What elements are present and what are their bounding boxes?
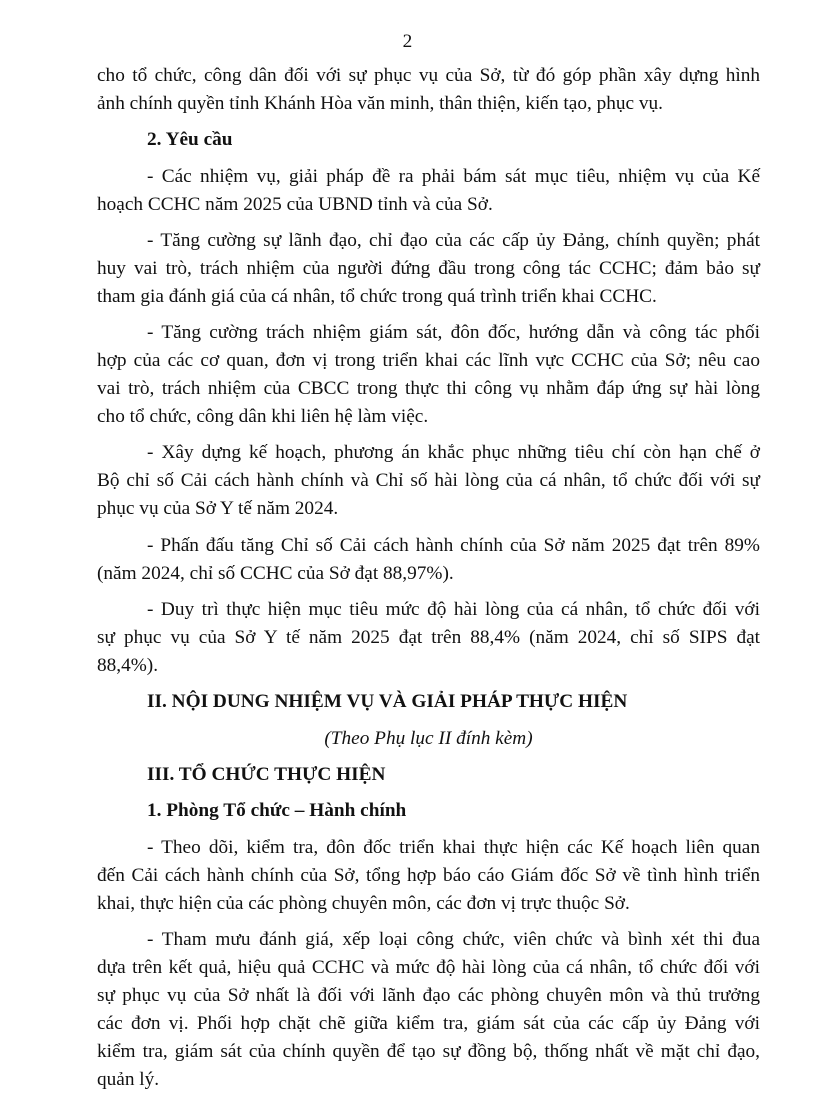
text-line: ảnh chính quyền tỉnh Khánh Hòa văn minh, thân thiện, kiến tạo, phục vụ. [97,93,664,114]
text-line: 88,4%). [97,655,159,677]
section-heading [97,688,760,716]
text-line: hoạch CCHC năm 2025 của UBND tỉnh và của Sở. [97,193,493,215]
text-line: 2. Yêu cầu [147,129,233,151]
text-line: - Các nhiệm vụ, giải pháp đề ra phải bám sát mục tiêu, nhiệm vụ của Kế [147,165,760,187]
text-line: kiểm tra, giám sát của chính quyền để tạo sự đồng bộ, thống nhất về mặt chỉ đạo, [97,1040,760,1062]
paragraph [97,319,760,431]
section-heading [97,761,760,789]
paragraph [97,227,760,311]
page-number: 2 [402,31,413,52]
text-line: - Theo dõi, kiểm tra, đôn đốc triển khai thực hiện các Kế hoạch liên quan [147,836,760,858]
text-line: dựa trên kết quả, hiệu quả CCHC và mức độ hài lòng của cá nhân, tổ chức đối với [97,956,760,978]
text-line: vai trò, trách nhiệm của CBCC trong thực thi công vụ nhằm đáp ứng sự hài lòng [97,378,760,400]
paragraph [97,926,760,1094]
text-line: III. TỔ CHỨC THỰC HIỆN [147,763,386,785]
text-line: - Duy trì thực hiện mục tiêu mức độ hài lòng của cá nhân, tổ chức đối với [147,599,760,621]
text-line: Bộ chỉ số Cải cách hành chính và Chỉ số hài lòng của cá nhân, tổ chức đối với sự [97,470,760,492]
text-line: các đơn vị. Phối hợp chặt chẽ giữa kiểm tra, giám sát của các cấp ủy Đảng với [97,1012,760,1034]
paragraph [97,62,760,118]
text-line: phục vụ của Sở Y tế năm 2024. [97,498,339,520]
text-line: 1. Phòng Tổ chức – Hành chính [147,800,407,822]
note-text [97,725,760,753]
text-line: tham gia đánh giá của cá nhân, tổ chức trong quá trình triển khai CCHC. [97,285,657,307]
text-line: sự phục vụ của Sở nhất là đối với lãnh đạo các phòng chuyên môn và thủ trưởng [97,984,760,1006]
document-body [97,62,760,1102]
section-heading [97,126,760,154]
paragraph [97,596,760,680]
text-line: quản lý. [97,1068,160,1090]
text-line: - Phấn đấu tăng Chỉ số Cải cách hành chính của Sở năm 2025 đạt trên 89% [147,534,760,556]
text-line: - Xây dựng kế hoạch, phương án khắc phục những tiêu chí còn hạn chế ở [147,442,760,464]
text-line: sự phục vụ của Sở Y tế năm 2025 đạt trên 88,4% (năm 2024, chỉ số SIPS đạt [97,627,760,649]
text-line: khai, thực hiện của các phòng chuyên môn, các đơn vị trực thuộc Sở. [97,892,630,914]
text-line: - Tăng cường trách nhiệm giám sát, đôn đốc, hướng dẫn và công tác phối [147,322,760,344]
text-line: - Tăng cường sự lãnh đạo, chỉ đạo của các cấp ủy Đảng, chính quyền; phát [147,229,760,251]
paragraph [97,532,760,588]
text-line: huy vai trò, trách nhiệm của người đứng đầu trong công tác CCHC; đảm bảo sự [97,257,760,279]
paragraph [97,439,760,523]
paragraph [97,834,760,918]
text-line: cho tổ chức, công dân khi liên hệ làm việc. [97,406,429,428]
paragraph [97,163,760,219]
text-line: II. NỘI DUNG NHIỆM VỤ VÀ GIẢI PHÁP THỰC HIỆN [147,691,628,713]
text-line: cho tổ chức, công dân đối với sự phục vụ của Sở, từ đó góp phần xây dựng hình [97,65,760,86]
text-line: (Theo Phụ lục II đính kèm) [324,727,533,749]
text-line: - Tham mưu đánh giá, xếp loại công chức, viên chức và bình xét thi đua [147,928,760,950]
section-heading [97,797,760,825]
text-line: hợp của các cơ quan, đơn vị trong triển khai các lĩnh vực CCHC của Sở; nêu cao [97,350,760,372]
text-line: (năm 2024, chỉ số CCHC của Sở đạt 88,97%). [97,562,454,584]
text-line: đến Cải cách hành chính của Sở, tổng hợp báo cáo Giám đốc Sở về tình hình triển [97,864,760,886]
